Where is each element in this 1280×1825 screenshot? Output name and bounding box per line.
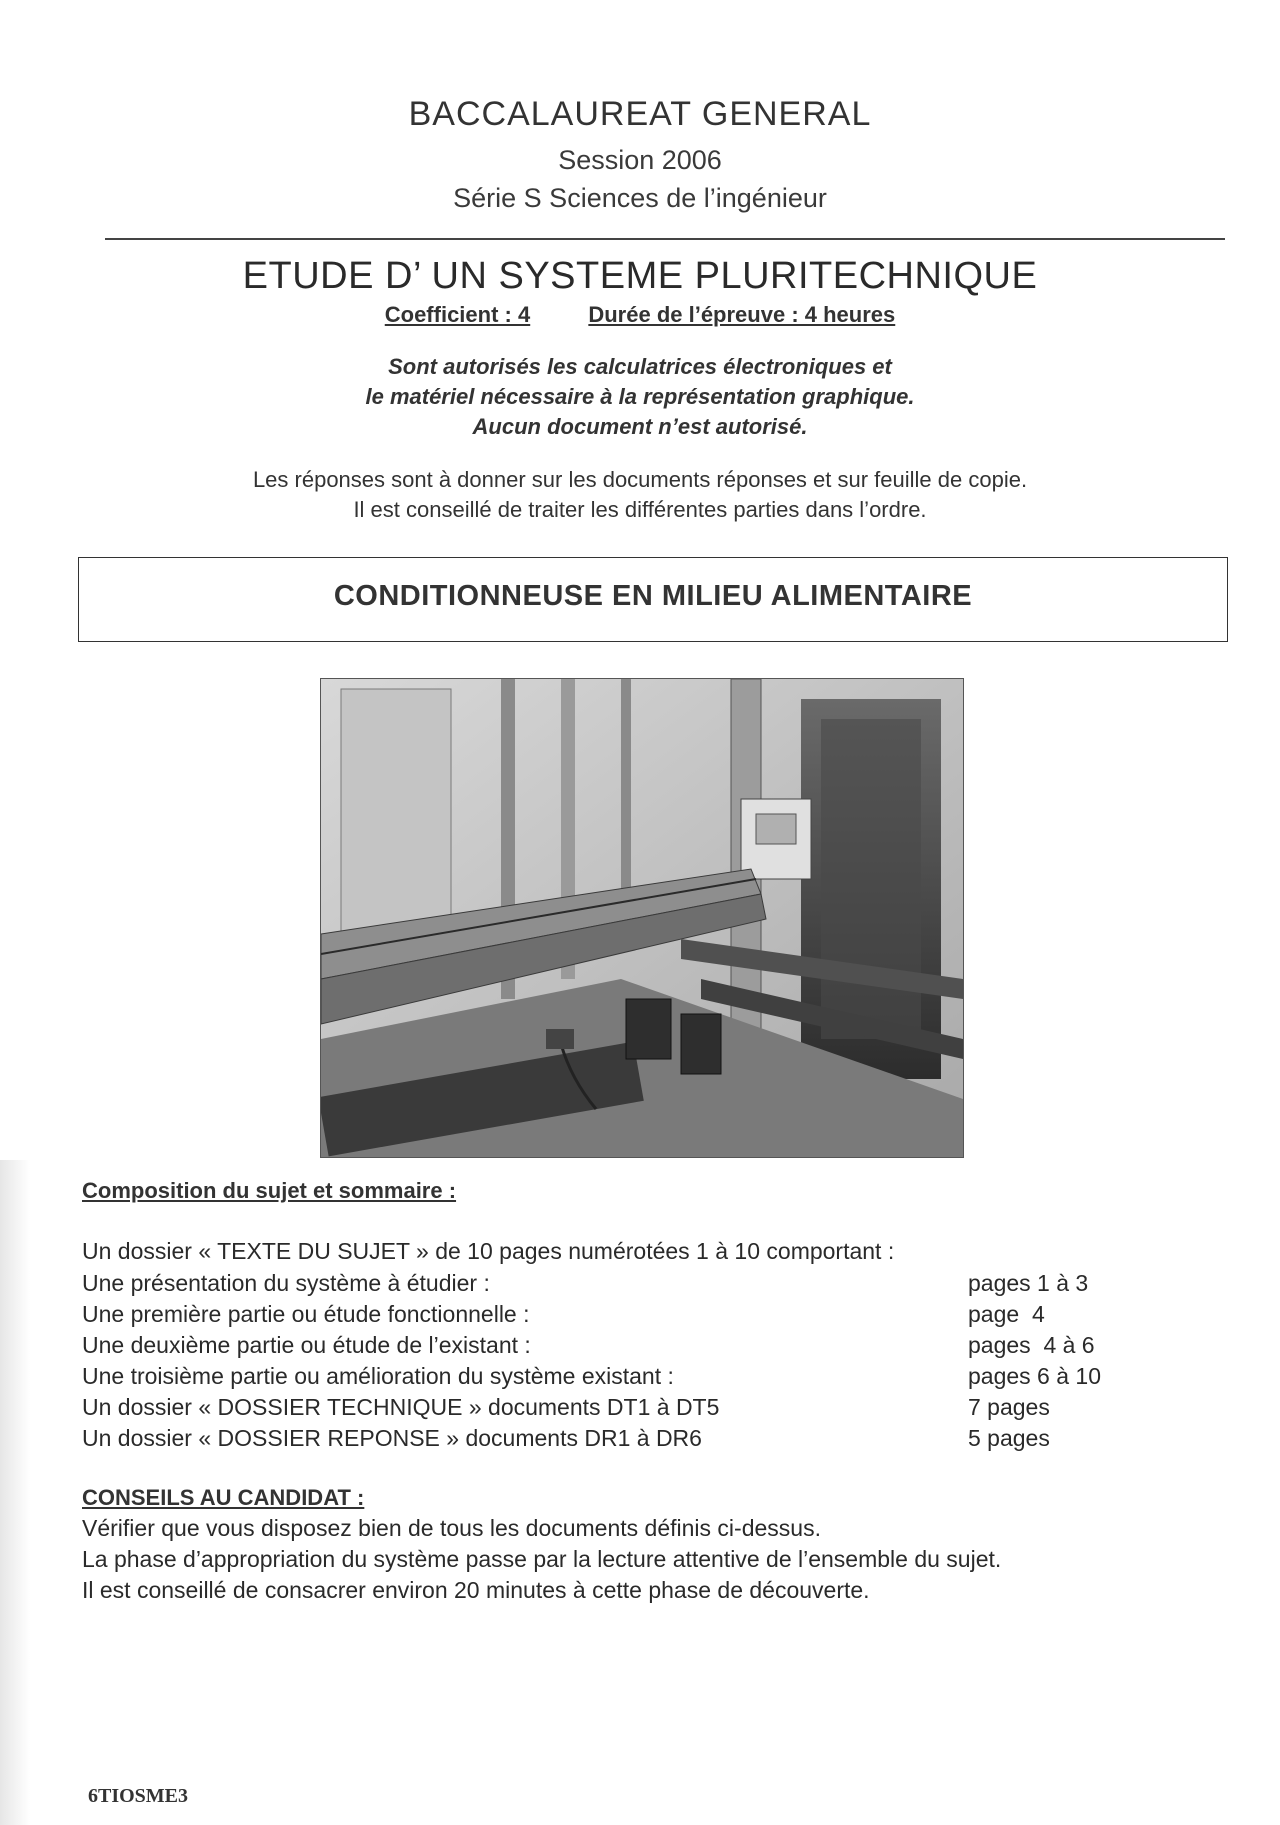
composition-item-pages: pages 6 à 10 bbox=[968, 1363, 1102, 1389]
authorized-line-3: Aucun document n’est autorisé. bbox=[472, 414, 808, 439]
instruction-line-1: Les réponses sont à donner sur les documents réponses et sur feuille de copie. bbox=[252, 467, 1028, 492]
subject-title: CONDITIONNEUSE EN MILIEU ALIMENTAIRE bbox=[333, 580, 973, 612]
composition-item-pages: 7 pages bbox=[968, 1394, 1050, 1420]
page-title: BACCALAUREAT GENERAL bbox=[408, 95, 872, 133]
composition-item-label: Une présentation du système à étudier : bbox=[82, 1270, 490, 1296]
conseil-line: La phase d’appropriation du système passe par la lecture attentive de l’ensemble du sujet. bbox=[82, 1546, 1002, 1572]
subject-title-box bbox=[78, 557, 1228, 642]
composition-heading: Composition du sujet et sommaire : bbox=[82, 1178, 457, 1203]
footer-code: 6TIOSME3 bbox=[88, 1785, 189, 1807]
duration-label: Durée de l’épreuve : 4 heures bbox=[588, 302, 896, 327]
instruction-line-2: Il est conseillé de traiter les différentes parties dans l’ordre. bbox=[353, 497, 927, 522]
header-divider bbox=[105, 238, 1225, 240]
coefficient-duration-row bbox=[0, 302, 1280, 328]
composition-item-label: Une première partie ou étude fonctionnelle : bbox=[82, 1301, 530, 1327]
machine-photo bbox=[320, 678, 964, 1158]
composition-item-label: Un dossier « DOSSIER TECHNIQUE » documents DT1 à DT5 bbox=[82, 1394, 720, 1420]
authorized-line-2: le matériel nécessaire à la représentation graphique. bbox=[365, 384, 915, 409]
composition-item-pages: pages 4 à 6 bbox=[968, 1332, 1095, 1358]
exam-title: ETUDE D’ UN SYSTEME PLURITECHNIQUE bbox=[242, 255, 1038, 297]
coefficient-label: Coefficient : 4 bbox=[384, 302, 531, 327]
composition-item-pages: pages 1 à 3 bbox=[968, 1270, 1089, 1296]
session-label: Session 2006 bbox=[558, 145, 722, 175]
scan-shadow bbox=[0, 1160, 30, 1825]
composition-intro: Un dossier « TEXTE DU SUJET » de 10 pages numérotées 1 à 10 comportant : bbox=[82, 1238, 895, 1264]
composition-item-pages: 5 pages bbox=[968, 1425, 1050, 1451]
serie-label: Série S Sciences de l’ingénieur bbox=[453, 183, 827, 213]
conseil-line: Vérifier que vous disposez bien de tous les documents définis ci-dessus. bbox=[82, 1515, 821, 1541]
authorized-line-1: Sont autorisés les calculatrices électroniques et bbox=[388, 354, 892, 379]
conseils-heading: CONSEILS AU CANDIDAT : bbox=[82, 1485, 365, 1510]
composition-item-label: Une deuxième partie ou étude de l’existant : bbox=[82, 1332, 531, 1358]
composition-item-label: Une troisième partie ou amélioration du système existant : bbox=[82, 1363, 674, 1389]
composition-item-label: Un dossier « DOSSIER REPONSE » documents DR1 à DR6 bbox=[82, 1425, 702, 1451]
composition-item-pages: page 4 bbox=[968, 1301, 1045, 1327]
conseil-line: Il est conseillé de consacrer environ 20 minutes à cette phase de découverte. bbox=[82, 1577, 870, 1603]
